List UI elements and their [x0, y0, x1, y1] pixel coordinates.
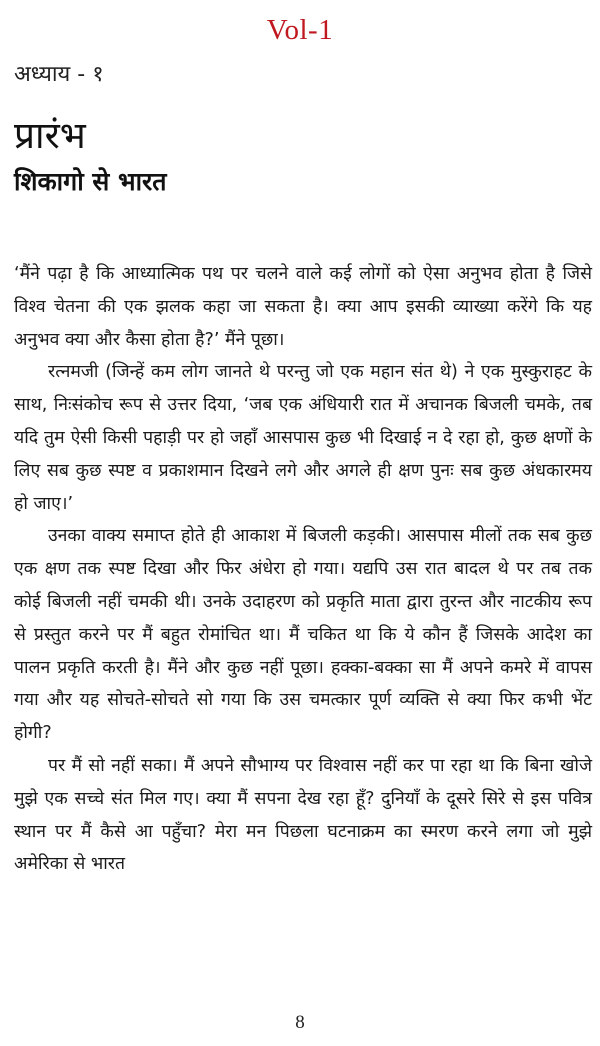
paragraph: उनका वाक्य समाप्त होते ही आकाश में बिजली कड़की। आसपास मीलों तक सब कुछ एक क्षण तक स्पष्ट दिखा और फिर अंधेरा हो गया। यद्यपि उस रात बादल थे पर तब तक कोई बिजली नहीं चमकी थी। उनके उदाहरण को प्रकृति माता द्वारा तुरन्त और नाटकीय रूप से प्रस्तुत करने पर मैं बहुत रोमांचित था। मैं चकित था कि ये कौन हैं जिसके आदेश का पालन प्रकृति करती है। मैंने और कुछ नहीं पूछा। हक्का-बक्का सा मैं अपने कमरे में वापस गया और यह सोचते-सोचते सो गया कि उस चमत्कार पूर्ण व्यक्ति से क्या फिर कभी भेंट होगी?: [14, 526, 592, 744]
paragraph: ‘मैंने पढ़ा है कि आध्यात्मिक पथ पर चलने वाले कई लोगों को ऐसा अनुभव होता है जिसे विश्व चेतना की एक झलक कहा जा सकता है। क्या आप इसकी व्याख्या करेंगे कि यह अनुभव क्या और कैसा होता है?’ मैंने पूछा।: [14, 264, 592, 350]
volume-header: Vol-1: [266, 14, 334, 46]
chapter-label: अध्याय - १: [14, 62, 104, 87]
body-text: [14, 258, 592, 881]
chapter-subtitle: शिकागो से भारत: [14, 167, 167, 196]
paragraph: रत्नमजी (जिन्हें कम लोग जानते थे परन्तु जो एक महान संत थे) ने एक मुस्कुराहट के साथ, निःसंकोच रूप से उत्तर दिया, ‘जब एक अंधियारी रात में अचानक बिजली चमके, तब यदि तुम ऐसी किसी पहाड़ी पर हो जहाँ आसपास कुछ भी दिखाई न दे रहा हो, कुछ क्षणों के लिए सब कुछ स्पष्ट व प्रकाशमान दिखने लगे और अगले ही क्षण पुनः सब कुछ अंधकारमय हो जाए।’: [14, 362, 592, 514]
paragraph: पर मैं सो नहीं सका। मैं अपने सौभाग्य पर विश्वास नहीं कर पा रहा था कि बिना खोजे मुझे एक सच्चे संत मिल गए। क्या मैं सपना देख रहा हूँ? दुनियाँ के दूसरे सिरे से इस पवित्र स्थान पर मैं कैसे आ पहुँचा? मेरा मन पिछला घटनाक्रम का स्मरण करने लगा जो मुझे अमेरिका से भारत: [14, 755, 592, 875]
page-number: 8: [295, 1012, 305, 1033]
chapter-title: प्रारंभ: [14, 114, 86, 157]
